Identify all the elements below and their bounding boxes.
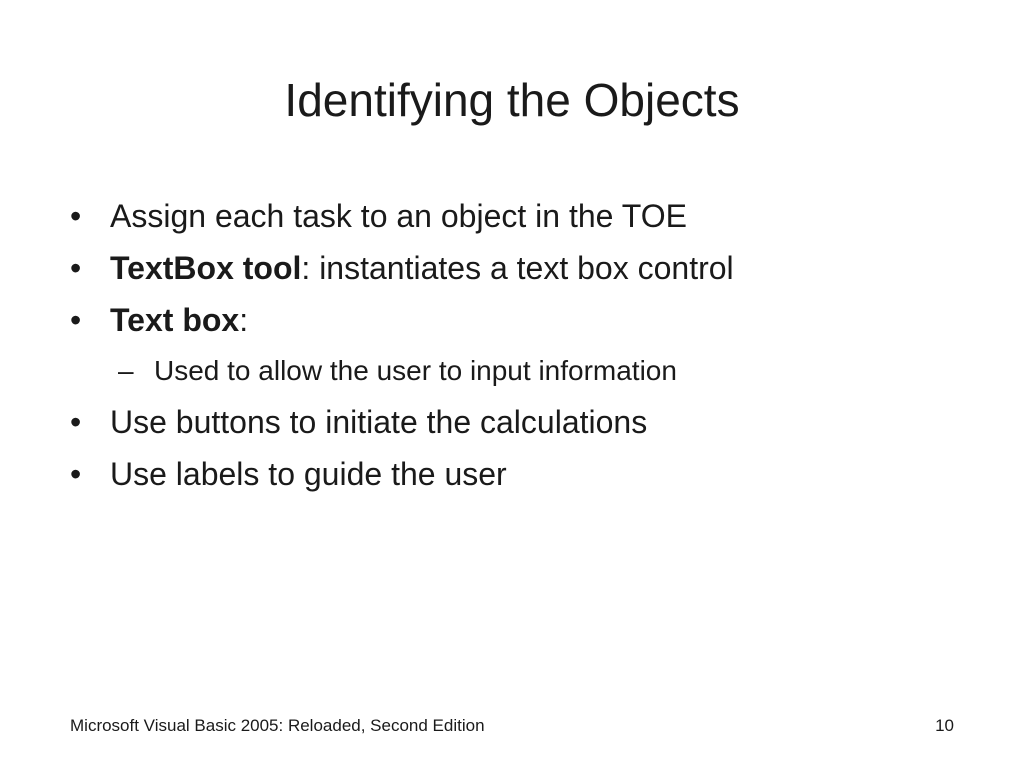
footer-book-title: Microsoft Visual Basic 2005: Reloaded, Second Edition [70,716,485,735]
sub-bullet-item [70,346,970,396]
bullet-marker: • [70,198,82,234]
bullet-text: Assign each task to an object in the TOE [110,198,687,234]
bullet-marker: • [70,302,82,338]
sub-bullet-marker: – [118,355,134,386]
page-number: 10 [935,716,954,735]
bullet-text: : [239,302,249,338]
slide-title: Identifying the Objects [284,74,740,126]
bullet-term: TextBox tool [110,250,302,286]
bullet-text: Use labels to guide the user [110,456,507,492]
bullet-text: : instantiates a text box control [301,250,734,286]
bullet-item [70,396,970,448]
bullet-item [70,190,970,242]
bullet-item [70,294,970,346]
bullet-list [70,190,970,500]
bullet-item [70,448,970,500]
bullet-marker: • [70,404,82,440]
sub-bullet-text: Used to allow the user to input information [154,355,677,386]
bullet-marker: • [70,250,82,286]
bullet-term: Text box [110,302,240,338]
bullet-item [70,242,970,294]
bullet-text: Use buttons to initiate the calculations [110,404,648,440]
bullet-marker: • [70,456,82,492]
